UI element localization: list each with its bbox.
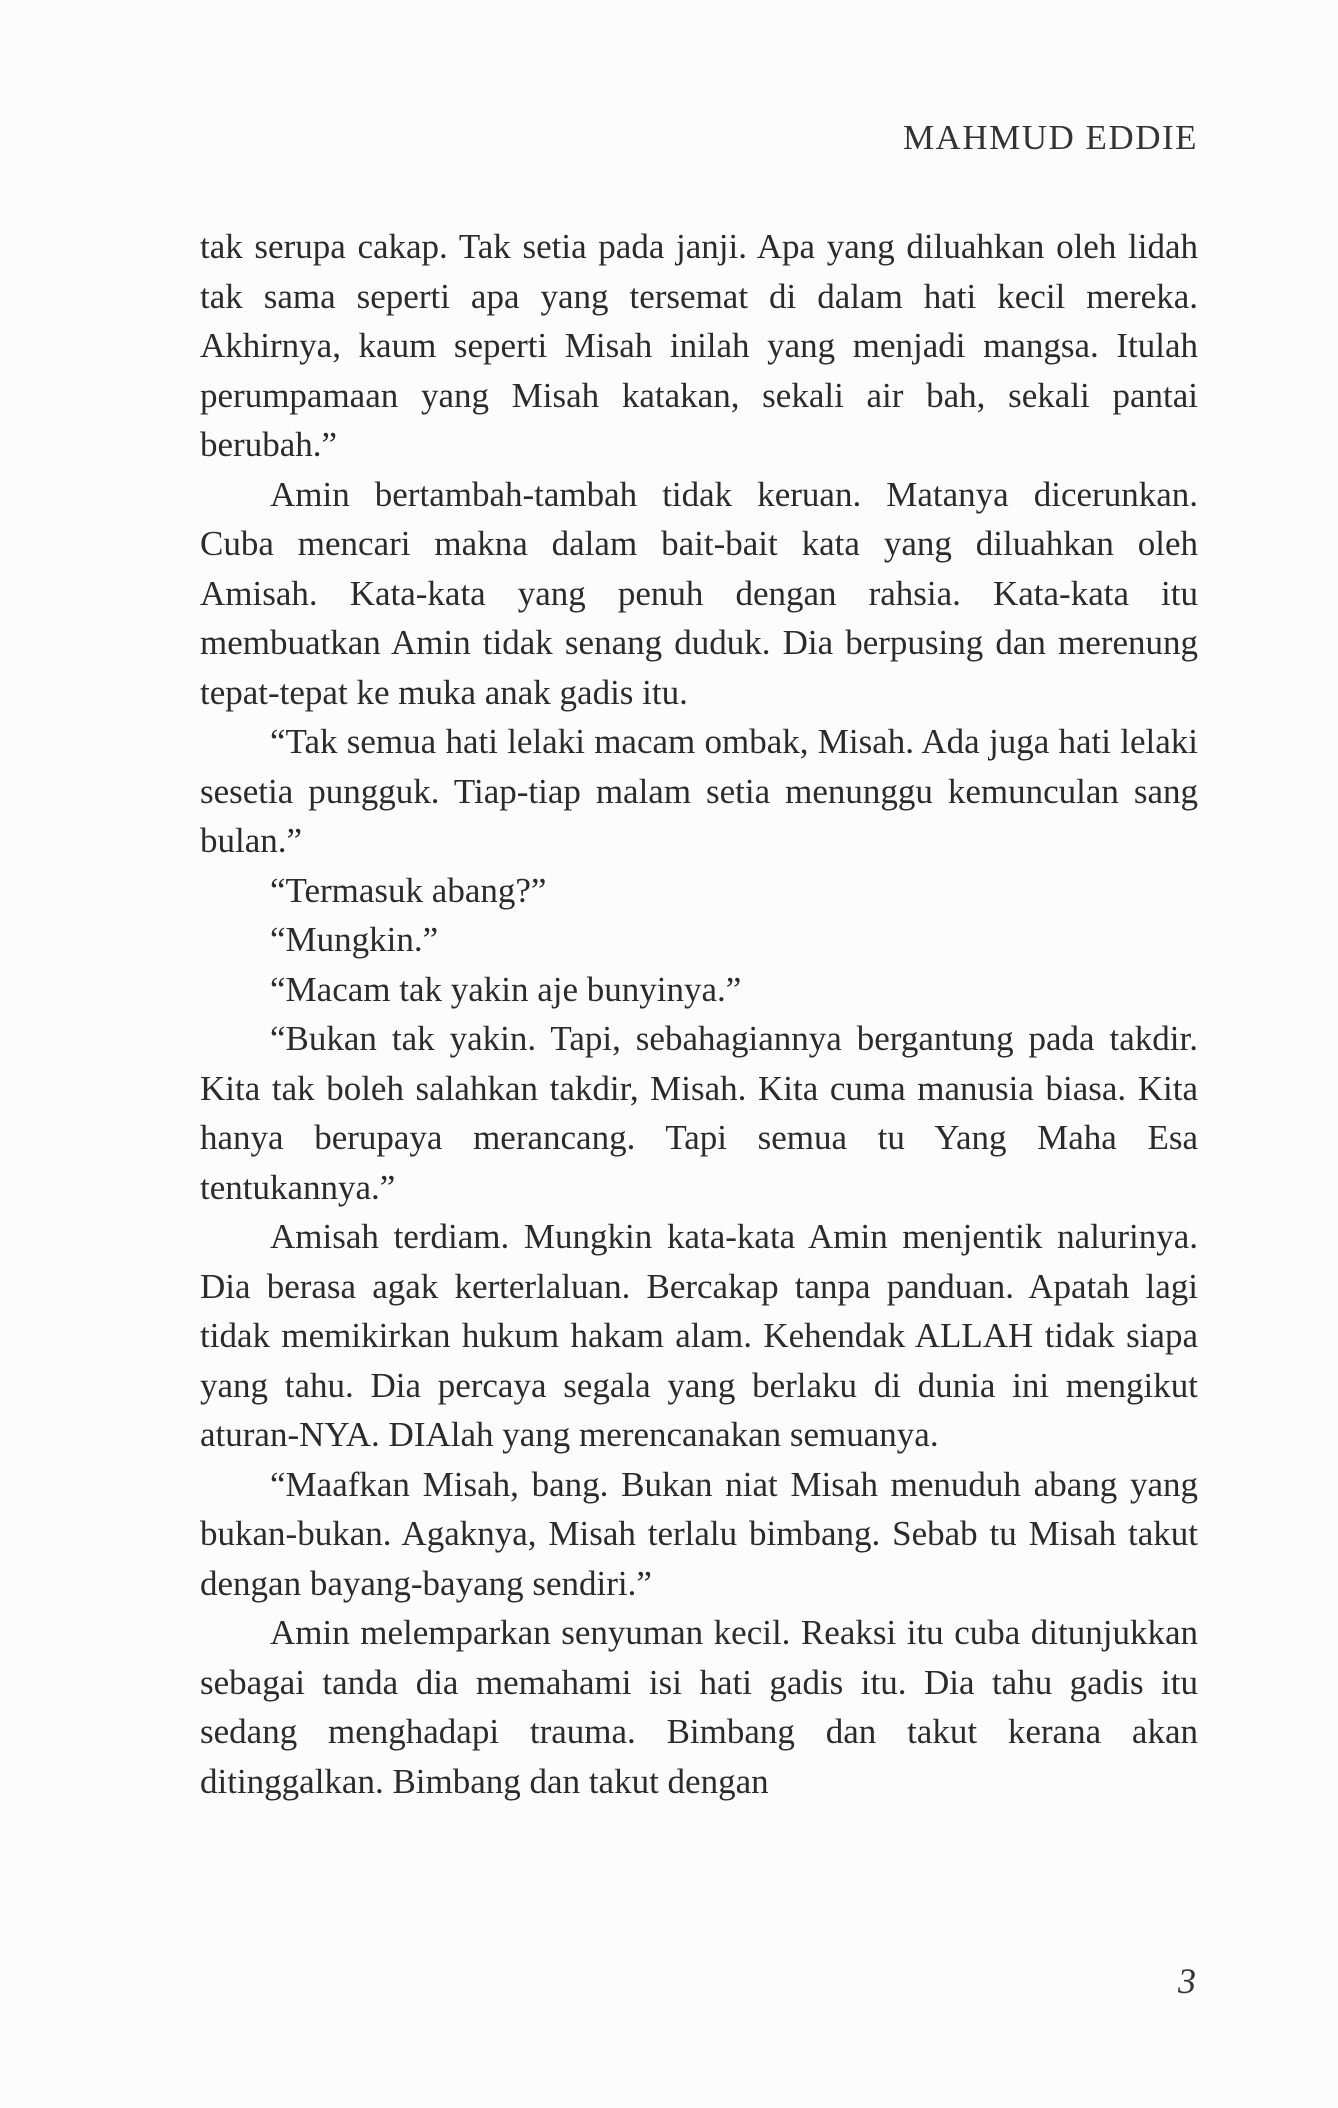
paragraph: tak serupa cakap. Tak setia pada janji. Apa yang diluahkan oleh lidah tak sama seperti apa yang tersemat di dalam hati kecil mereka. Akhirnya, kaum seperti Misah inilah yang menjadi mangsa. Itulah perumpamaan yang Misah katakan, sekali air bah, sekali pantai berubah.” — [200, 227, 1198, 464]
paragraph: “Macam tak yakin aje bunyinya.” — [270, 969, 742, 1009]
paragraph: “Termasuk abang?” — [270, 870, 547, 910]
paragraph: Amisah terdiam. Mungkin kata-kata Amin menjentik nalurinya. Dia berasa agak kerterlaluan. Bercakap tanpa panduan. Apatah lagi tidak memikirkan hukum hakam alam. Kehendak ALLAH tidak siapa yang tahu. Dia percaya segala yang berlaku di dunia ini mengikut aturan-NYA. DIAlah yang merencanakan semuanya. — [200, 1217, 1198, 1454]
paragraph: “Mungkin.” — [270, 920, 439, 959]
paragraph: Amin bertambah-tambah tidak keruan. Matanya dicerunkan. Cuba mencari makna dalam bait-bait kata yang diluahkan oleh Amisah. Kata-kata yang penuh dengan rahsia. Kata-kata itu membuatkan Amin tidak senang duduk. Dia berpusing dan merenung tepat-tepat ke muka anak gadis itu. — [200, 474, 1198, 712]
running-head: MAHMUD EDDIE — [902, 118, 1198, 157]
paragraph: “Maafkan Misah, bang. Bukan niat Misah menuduh abang yang bukan-bukan. Agaknya, Misah terlalu bimbang. Sebab tu Misah takut dengan bayang-bayang sendiri.” — [200, 1464, 1198, 1603]
paragraph: “Bukan tak yakin. Tapi, sebahagiannya bergantung pada takdir. Kita tak boleh salahkan takdir, Misah. Kita cuma manusia biasa. Kita hanya berupaya merancang. Tapi semua tu Yang Maha Esa tentukannya.” — [200, 1019, 1198, 1207]
paragraph: “Tak semua hati lelaki macam ombak, Misah. Ada juga hati lelaki sesetia pungguk. Tiap-tiap malam setia menunggu kemunculan sang bulan.” — [200, 722, 1198, 860]
page-number: 3 — [1178, 1961, 1196, 2001]
body-text — [200, 222, 1198, 1806]
paragraph: Amin melemparkan senyuman kecil. Reaksi itu cuba ditunjukkan sebagai tanda dia memahami isi hati gadis itu. Dia tahu gadis itu sedang menghadapi trauma. Bimbang dan takut kerana akan ditinggalkan. Bimbang dan takut dengan — [200, 1613, 1198, 1801]
